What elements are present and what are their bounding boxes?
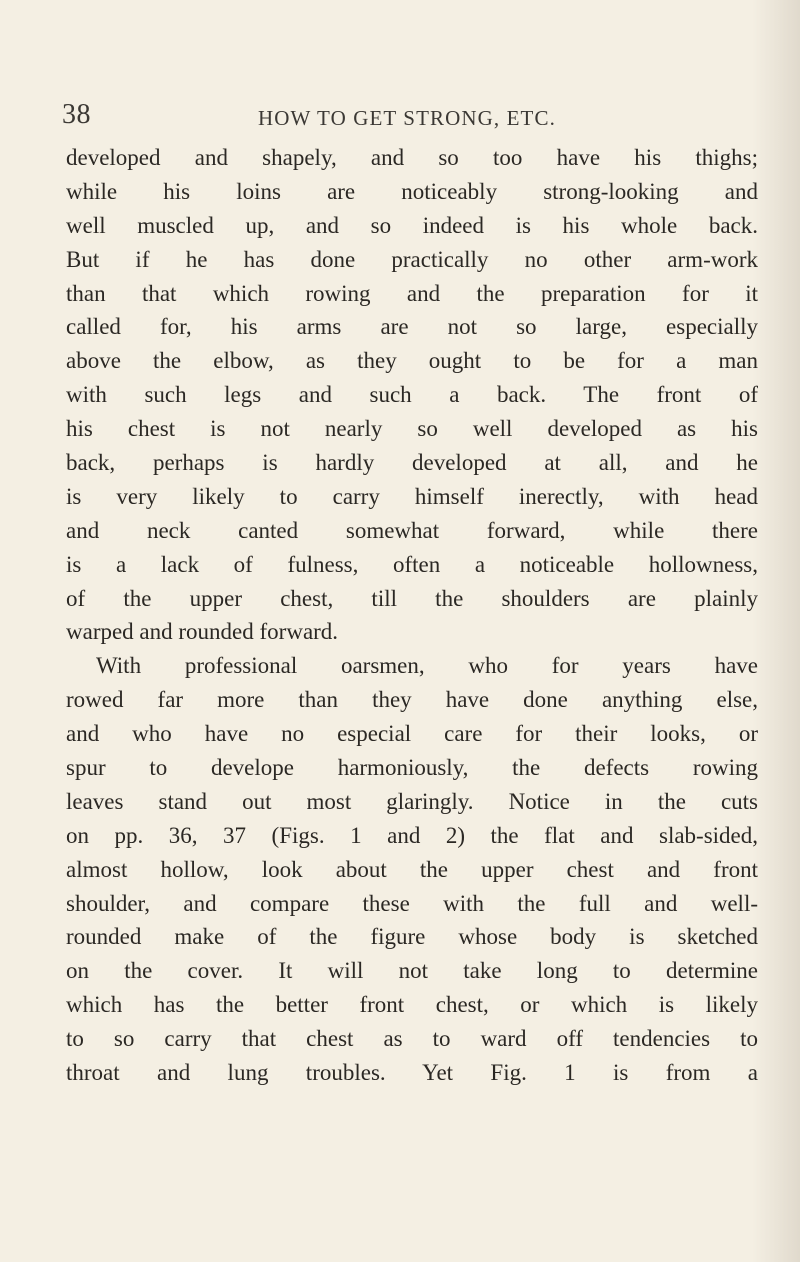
- text-line: developed and shapely, and so too have his thighs;: [66, 145, 758, 170]
- page-number: 38: [62, 99, 91, 130]
- text-line: spur to develope harmoniously, the defects rowing: [66, 755, 758, 781]
- text-line: called for, his arms are not so large, especially: [66, 314, 758, 340]
- text-line: above the elbow, as they ought to be for a man: [66, 348, 758, 374]
- text-line: rowed far more than they have done anything else,: [66, 687, 758, 713]
- text-line: his chest is not nearly so well developed as his: [66, 416, 758, 442]
- text-line: With professional oarsmen, who for years have: [96, 653, 758, 679]
- text-line: is very likely to carry himself inerectly, with head: [66, 483, 758, 509]
- text-line: while his loins are noticeably strong-looking and: [66, 178, 758, 204]
- text-line: and who have no especial care for their looks, or: [66, 721, 758, 747]
- text-line: on pp. 36, 37 (Figs. 1 and 2) the flat and slab-sided,: [66, 822, 758, 848]
- text-line: But if he has done practically no other arm-work: [66, 246, 758, 272]
- text-line: is a lack of fulness, often a noticeable hollowness,: [66, 551, 758, 577]
- text-line: of the upper chest, till the shoulders are plainly: [66, 585, 758, 611]
- running-head: HOW TO GET STRONG, ETC.: [258, 106, 556, 130]
- text-line: than that which rowing and the preparation for it: [66, 280, 758, 306]
- text-line: which has the better front chest, or which is likely: [66, 992, 758, 1018]
- text-line: to so carry that chest as to ward off tendencies to: [66, 1026, 758, 1052]
- text-line: leaves stand out most glaringly. Notice in the cuts: [66, 788, 758, 814]
- text-line: and neck canted somewhat forward, while there: [66, 517, 758, 543]
- text-line: well muscled up, and so indeed is his whole back.: [66, 212, 758, 238]
- body-text: [66, 141, 758, 1090]
- text-line: rounded make of the figure whose body is sketched: [66, 924, 758, 950]
- text-line: back, perhaps is hardly developed at all, and he: [66, 450, 758, 476]
- text-line: throat and lung troubles. Yet Fig. 1 is from a: [66, 1060, 758, 1086]
- text-line: shoulder, and compare these with the full and well-: [66, 890, 758, 916]
- text-line: with such legs and such a back. The front of: [66, 382, 758, 408]
- text-line: on the cover. It will not take long to determine: [66, 958, 758, 984]
- text-line: almost hollow, look about the upper chest and front: [66, 856, 758, 882]
- text-line: warped and rounded forward.: [66, 619, 339, 645]
